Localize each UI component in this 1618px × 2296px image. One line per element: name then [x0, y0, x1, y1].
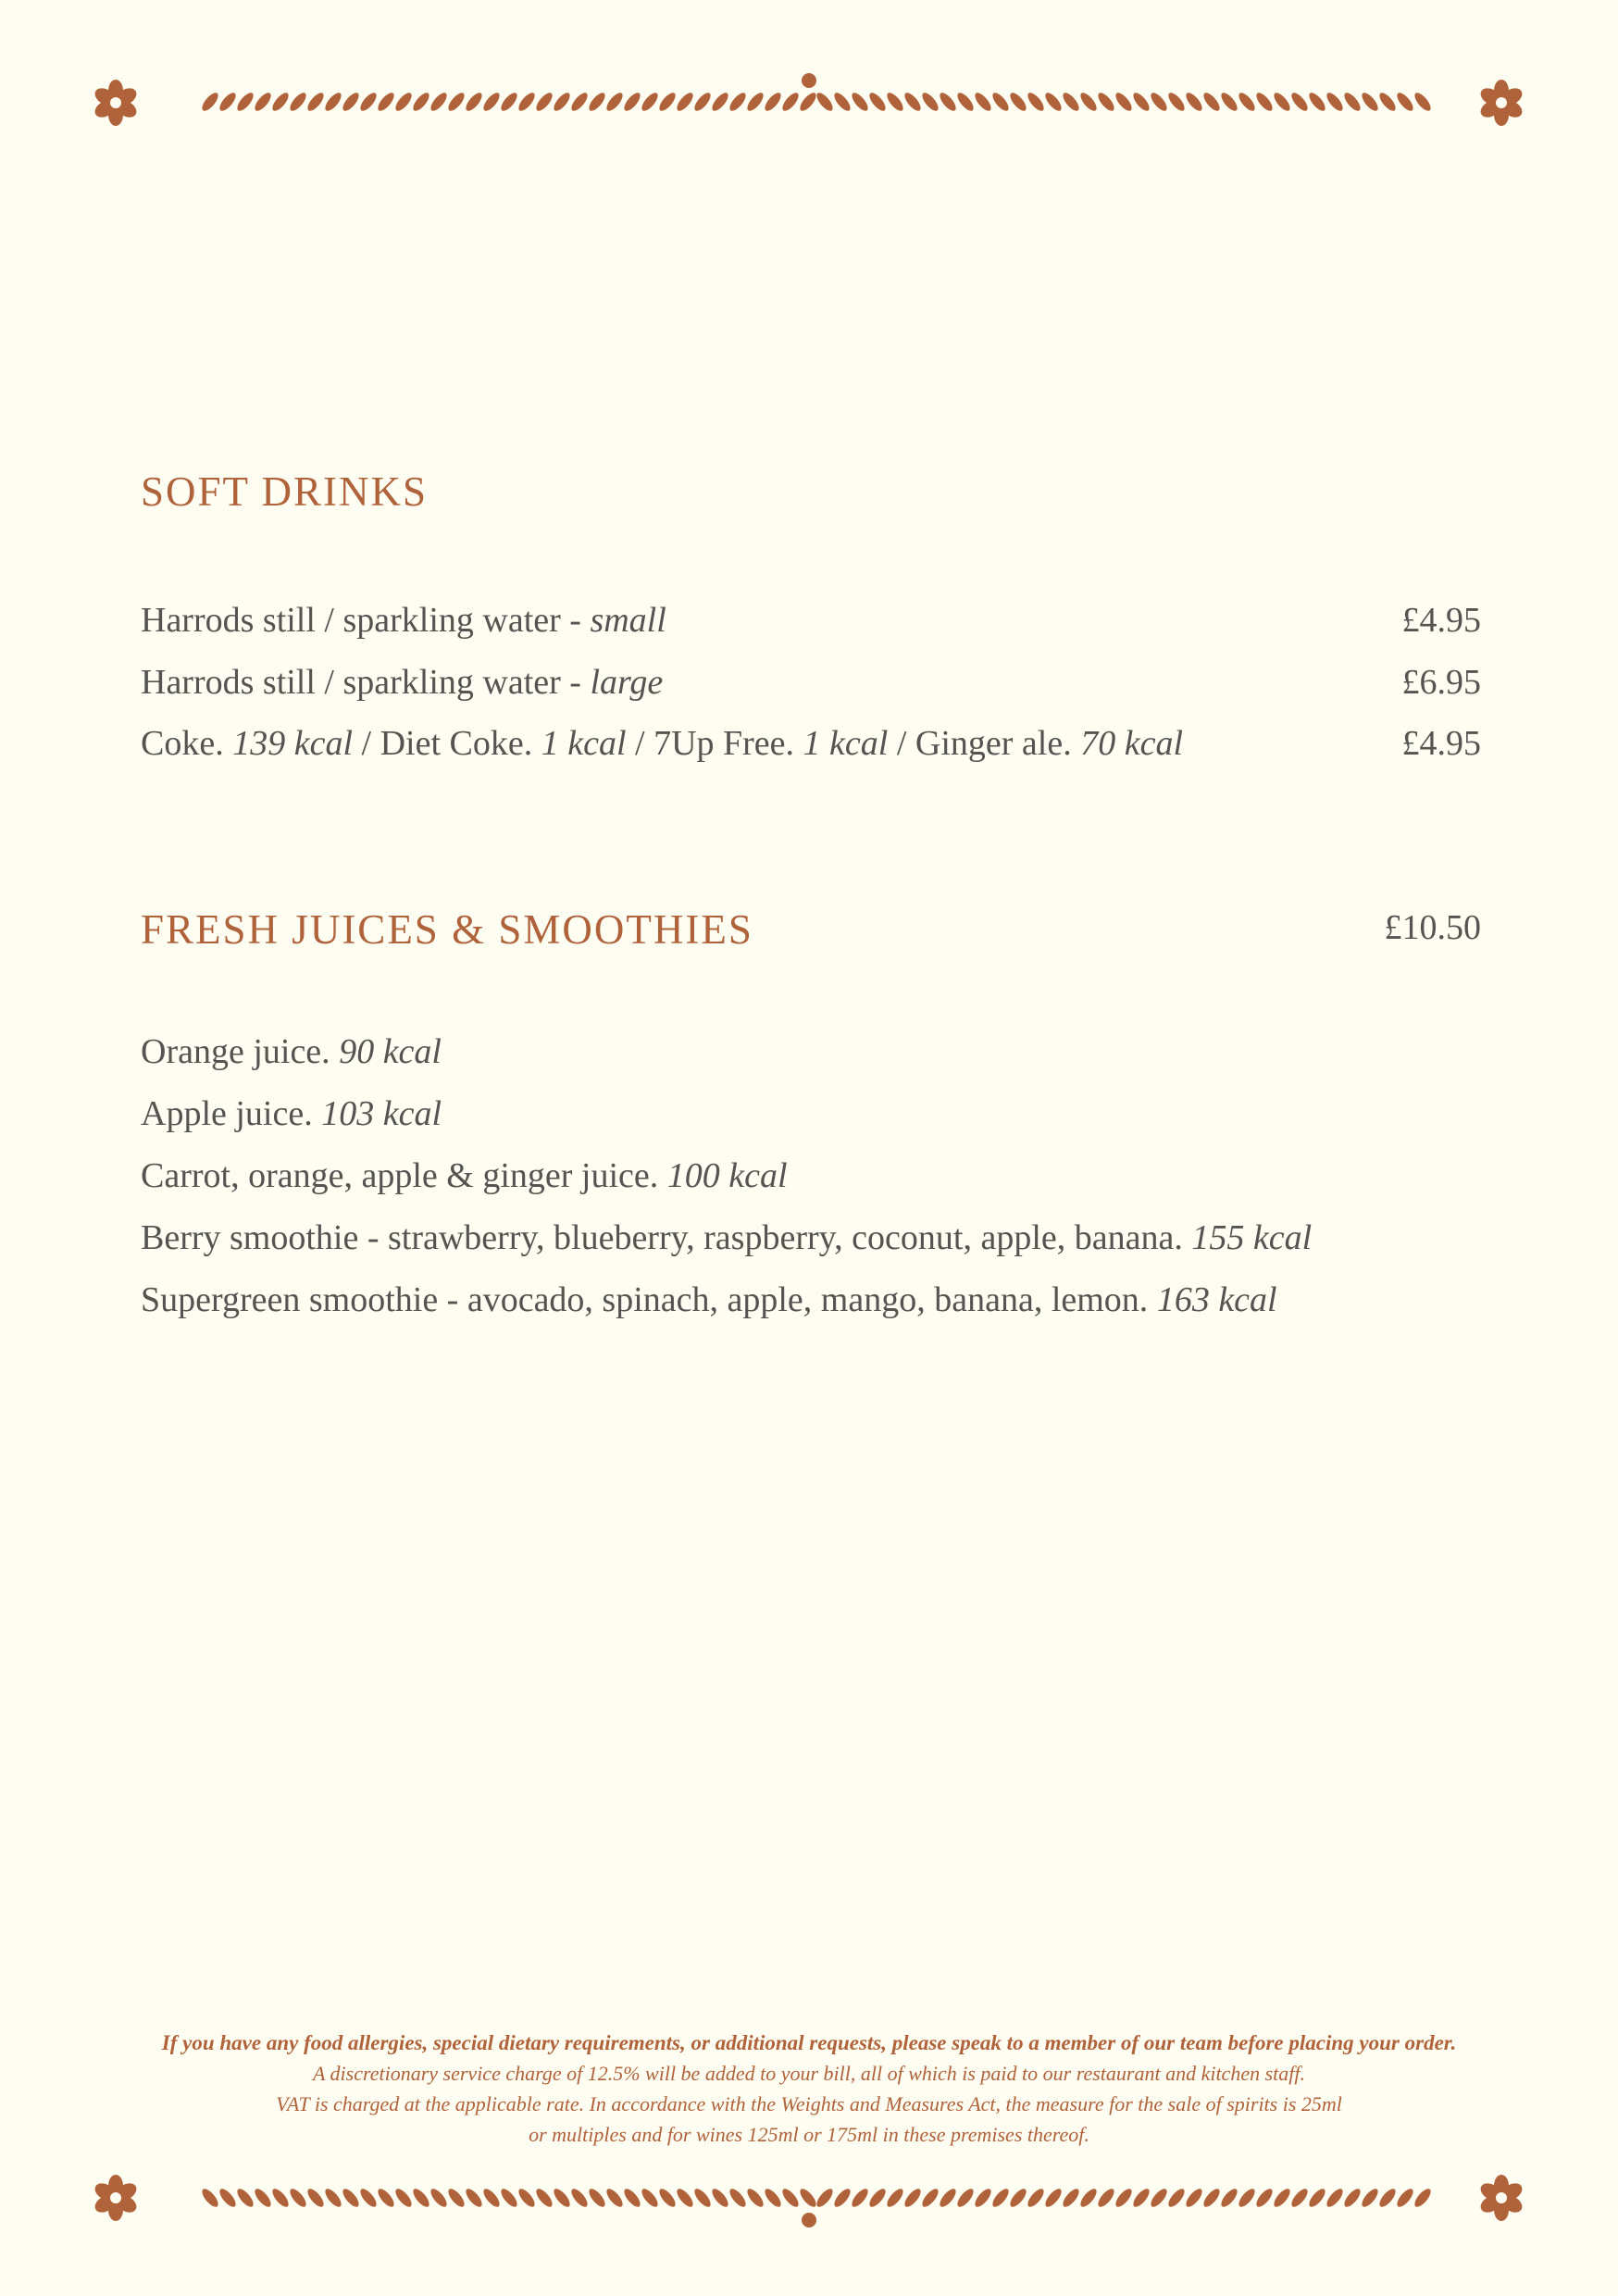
rope-segment [428, 91, 449, 114]
rope-segment [568, 91, 590, 114]
item-kcal: 70 kcal [1080, 724, 1184, 763]
rope-segment [1007, 91, 1028, 114]
service-charge-note: A discretionary service charge of 12.5% will be added to your bill, all of which is paid to our restaurant and kitchen staff. [313, 2062, 1305, 2085]
rope-segment [919, 2187, 940, 2210]
item-price: £6.95 [1401, 663, 1481, 702]
rope-segment [621, 2187, 642, 2210]
rope-segment [516, 91, 537, 114]
rope-segment [1376, 91, 1398, 114]
rope-segment [1412, 2187, 1433, 2210]
flower-icon [1477, 80, 1525, 126]
rope-segment [357, 2187, 379, 2210]
rope-segment [972, 91, 993, 114]
rope-segment [849, 91, 870, 114]
item-name: Ginger ale. [915, 724, 1072, 763]
rope-segment [252, 91, 273, 114]
item-name: Harrods still / sparkling water - [141, 601, 591, 640]
footer-notes [0, 2028, 1618, 2150]
rope-segment [516, 2187, 537, 2210]
menu-item [141, 659, 1481, 705]
rope-segment [831, 91, 853, 114]
menu-item [141, 597, 1481, 643]
rope-segment [234, 91, 255, 114]
rope-segment [884, 91, 905, 114]
rope-segment [621, 91, 642, 114]
menu-item [141, 1215, 1481, 1261]
rope-segment [305, 91, 326, 114]
item-kcal: 155 kcal [1191, 1218, 1313, 1257]
rope-segment [744, 91, 765, 114]
flower-icon [92, 80, 139, 126]
separator: / [353, 724, 380, 763]
rope-segment [1218, 91, 1239, 114]
rope-ornament-right [814, 2187, 1433, 2210]
item-name: Apple juice. [141, 1094, 313, 1133]
menu-item [141, 1153, 1481, 1199]
rope-segment [1218, 2187, 1239, 2210]
rope-segment [1042, 91, 1064, 114]
rope-segment [586, 91, 607, 114]
top-border [0, 56, 1618, 148]
rope-segment [357, 91, 379, 114]
rope-segment [1165, 91, 1187, 114]
rope-segment [533, 2187, 554, 2210]
rope-segment [1359, 2187, 1380, 2210]
rope-segment [937, 2187, 958, 2210]
rope-segment [1077, 2187, 1099, 2210]
rope-segment [480, 91, 502, 114]
menu-item-colas [141, 720, 1481, 767]
item-kcal: 100 kcal [666, 1156, 788, 1195]
item-name: Carrot, orange, apple & ginger juice. [141, 1156, 659, 1195]
rope-segment [639, 91, 660, 114]
item-variant: small [590, 601, 666, 640]
rope-segment [1236, 2187, 1257, 2210]
rope-segment [1201, 91, 1222, 114]
rope-segment [1025, 91, 1046, 114]
rope-segment [1130, 2187, 1151, 2210]
section-title-juices: FRESH JUICES & SMOOTHIES [141, 906, 753, 953]
rope-segment [727, 2187, 748, 2210]
rope-segment [305, 2187, 326, 2210]
item-kcal: 103 kcal [321, 1094, 442, 1133]
rope-segment [269, 91, 291, 114]
rope-segment [1183, 91, 1204, 114]
measures-note: or multiples and for wines 125ml or 175ml in these premises thereof. [529, 2123, 1089, 2146]
rope-segment [217, 2187, 238, 2210]
rope-segment [375, 2187, 396, 2210]
item-kcal: 139 kcal [232, 724, 354, 763]
rope-segment [1341, 91, 1363, 114]
item-name: Orange juice. [141, 1032, 330, 1071]
rope-segment [252, 2187, 273, 2210]
item-kcal: 90 kcal [339, 1032, 442, 1071]
rope-segment [568, 2187, 590, 2210]
rope-segment [498, 91, 519, 114]
item-kcal: 163 kcal [1156, 1280, 1277, 1319]
vat-note: VAT is charged at the applicable rate. In accordance with the Weights and Measures Act, the measure for the sale of spirits is 25ml [276, 2092, 1342, 2115]
rope-segment [727, 91, 748, 114]
rope-segment [551, 91, 572, 114]
rope-segment [866, 91, 888, 114]
rope-segment [1007, 2187, 1028, 2210]
rope-segment [1394, 91, 1415, 114]
rope-segment [937, 91, 958, 114]
rope-segment [604, 91, 625, 114]
rope-segment [428, 2187, 449, 2210]
menu-item [141, 1277, 1481, 1323]
rope-segment [1324, 91, 1345, 114]
rope-segment [639, 2187, 660, 2210]
rope-segment [1148, 2187, 1169, 2210]
separator: / [888, 724, 915, 763]
item-kcal: 1 kcal [541, 724, 627, 763]
rope-segment [392, 2187, 414, 2210]
rope-segment [498, 2187, 519, 2210]
rope-segment [779, 91, 801, 114]
rope-segment [919, 91, 940, 114]
rope-segment [199, 2187, 220, 2210]
rope-segment [762, 91, 783, 114]
rope-segment [322, 2187, 343, 2210]
rope-segment [1412, 91, 1433, 114]
flower-icon [1477, 2175, 1525, 2221]
item-name: Coke. [141, 724, 224, 763]
flower-icon [92, 2175, 139, 2221]
rope-segment [287, 2187, 308, 2210]
rope-segment [1288, 91, 1310, 114]
rope-segment [954, 2187, 976, 2210]
rope-segment [797, 91, 818, 114]
rope-segment [1148, 91, 1169, 114]
rope-segment [1113, 91, 1134, 114]
rope-segment [1341, 2187, 1363, 2210]
rope-segment [533, 91, 554, 114]
rope-segment [762, 2187, 783, 2210]
rope-segment [1201, 2187, 1222, 2210]
rope-segment [340, 2187, 361, 2210]
rope-segment [1130, 91, 1151, 114]
rope-segment [586, 2187, 607, 2210]
rope-segment [604, 2187, 625, 2210]
item-price: £4.95 [1401, 724, 1481, 763]
rope-segment [480, 2187, 502, 2210]
rope-segment [1253, 91, 1275, 114]
rope-segment [375, 91, 396, 114]
separator: / [626, 724, 654, 763]
rope-segment [199, 91, 220, 114]
rope-segment [709, 91, 730, 114]
rope-segment [884, 2187, 905, 2210]
rope-segment [287, 91, 308, 114]
rope-segment [989, 2187, 1011, 2210]
bottom-border [0, 2146, 1618, 2239]
item-name: Harrods still / sparkling water - [141, 663, 591, 702]
rope-segment [902, 2187, 923, 2210]
rope-segment [954, 91, 976, 114]
rope-segment [551, 2187, 572, 2210]
rope-segment [656, 2187, 678, 2210]
section-price: £10.50 [1384, 908, 1481, 947]
item-price: £4.95 [1401, 601, 1481, 640]
rope-segment [1060, 91, 1081, 114]
rope-segment [1236, 91, 1257, 114]
rope-segment [1271, 91, 1292, 114]
rope-segment [744, 2187, 765, 2210]
item-kcal: 1 kcal [803, 724, 889, 763]
rope-ornament-left [199, 2187, 818, 2210]
menu-item [141, 1091, 1481, 1137]
rope-segment [234, 2187, 255, 2210]
rope-segment [1394, 2187, 1415, 2210]
rope-segment [866, 2187, 888, 2210]
rope-segment [691, 91, 713, 114]
rope-segment [691, 2187, 713, 2210]
rope-segment [831, 2187, 853, 2210]
allergy-note: If you have any food allergies, special dietary requirements, or additional requests, please speak to a member of our team before placing your order. [161, 2031, 1457, 2054]
rope-segment [814, 91, 835, 114]
rope-segment [989, 91, 1011, 114]
rope-segment [1113, 2187, 1134, 2210]
item-name: Berry smoothie - strawberry, blueberry, raspberry, coconut, apple, banana. [141, 1218, 1183, 1257]
rope-segment [849, 2187, 870, 2210]
rope-segment [1042, 2187, 1064, 2210]
rope-segment [972, 2187, 993, 2210]
rope-ornament-left [199, 91, 818, 114]
rope-segment [1060, 2187, 1081, 2210]
rope-segment [1095, 91, 1116, 114]
rope-segment [1324, 2187, 1345, 2210]
rope-segment [674, 91, 695, 114]
rope-segment [1095, 2187, 1116, 2210]
rope-segment [1077, 91, 1099, 114]
rope-segment [445, 2187, 467, 2210]
rope-segment [779, 2187, 801, 2210]
rope-segment [1306, 2187, 1327, 2210]
rope-segment [1306, 91, 1327, 114]
rope-segment [1025, 2187, 1046, 2210]
menu-item [141, 1029, 1481, 1075]
rope-segment [1359, 91, 1380, 114]
rope-segment [1183, 2187, 1204, 2210]
rope-segment [340, 91, 361, 114]
rope-segment [1165, 2187, 1187, 2210]
item-name: Diet Coke. [380, 724, 533, 763]
item-name: 7Up Free. [653, 724, 795, 763]
rope-ornament-right [814, 91, 1433, 114]
rope-segment [674, 2187, 695, 2210]
rope-segment [902, 91, 923, 114]
rope-segment [463, 2187, 484, 2210]
ornament-dot [802, 73, 816, 88]
rope-segment [322, 91, 343, 114]
item-name: Supergreen smoothie - avocado, spinach, apple, mango, banana, lemon. [141, 1280, 1149, 1319]
rope-segment [410, 2187, 431, 2210]
rope-segment [709, 2187, 730, 2210]
rope-segment [217, 91, 238, 114]
rope-segment [1253, 2187, 1275, 2210]
rope-segment [1376, 2187, 1398, 2210]
rope-segment [814, 2187, 835, 2210]
rope-segment [1288, 2187, 1310, 2210]
section-title-soft-drinks: SOFT DRINKS [141, 468, 428, 515]
rope-segment [797, 2187, 818, 2210]
item-variant: large [590, 663, 664, 702]
rope-segment [445, 91, 467, 114]
rope-segment [392, 91, 414, 114]
rope-segment [269, 2187, 291, 2210]
rope-segment [656, 91, 678, 114]
rope-segment [463, 91, 484, 114]
rope-segment [410, 91, 431, 114]
ornament-dot [802, 2213, 816, 2227]
rope-segment [1271, 2187, 1292, 2210]
